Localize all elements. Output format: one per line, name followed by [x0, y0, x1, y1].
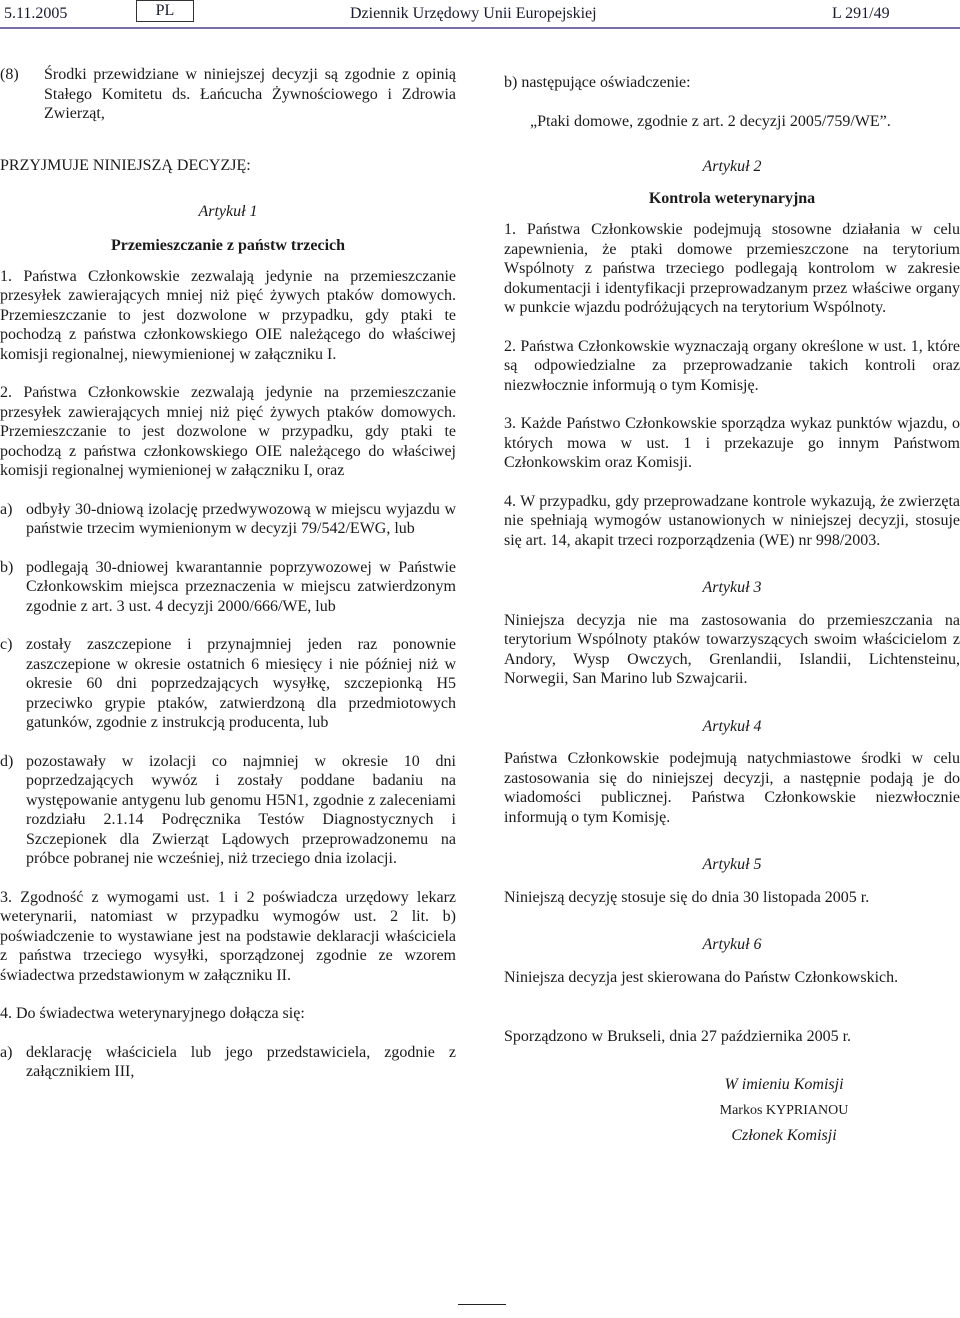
article-6-title: Artykuł 6 [702, 936, 762, 953]
recital-8 [0, 65, 456, 124]
item-text: podlegają 30-dniowej kwarantannie poprzywozowej w Państwie Członkowskim miejsca przeznaczenia w miejscu zatwierdzonym zgodnie z art. 3 ust. 4 decyzji 2000/666/WE, lub [26, 558, 456, 615]
list-item-b [0, 558, 456, 617]
page-reference: L 291/49 [832, 5, 890, 22]
article-2-para-2: 2. Państwa Członkowskie wyznaczają organy określone w ust. 1, które są odpowiedzialne za przeprowadzanie takich kontroli oraz niezwłocznie informują o tym Komisję. [504, 337, 960, 394]
article-1-heading: Przemieszczanie z państw trzecich [110, 237, 346, 254]
signature-name: Markos KYPRIANOU [719, 1103, 849, 1118]
article-2-para-4: 4. W przypadku, gdy przeprowadzane kontrole wykazują, że zwierzęta nie spełniają wymogów ustanowionych w niniejszej decyzji, stosuje się art. 14, akapit trzeci rozporządzenia (WE) nr 998/2003. [504, 492, 960, 549]
right-column [504, 73, 960, 1145]
article-3-text: Niniejsza decyzja nie ma zastosowania do przemieszczania na terytorium Wspólnoty ptaków towarzyszących swoim właścicielom z Andory, Wysp Owczych, Grenlandii, Islandii, Lichtensteinu, Norwegii, San Marino lub Szwajcarii. [504, 611, 960, 687]
article-1-para-2: 2. Państwa Członkowskie zezwalają jedynie na przemieszczanie przesyłek zawierających mniej niż pięć żywych ptaków domowych. Przemieszczanie to jest dozwolone w przypadku, gdy ptaki te pochodzą z państwa członkowskiego OIE należącego do właściwej komisji regionalnej wymienionej w załączniku I, oraz [0, 384, 456, 479]
item-text: pozostawały w izolacji co najmniej w okresie 10 dni poprzedzających wywóz i zostały poddane badaniu na występowanie antygenu lub genomu H5N1, zgodnie z zaleceniami rozdziału 2.1.14 Podręcznika Testów Diagnostycznych i Szczepionek dla Zwierząt Lądowych przeprowadzonemu na próbce pobranej nie wcześniej, niż trzeciego dnia izolacji. [26, 752, 456, 867]
article-5-text: Niniejszą decyzję stosuje się do dnia 30 listopada 2005 r. [504, 888, 870, 906]
item-b-quote: „Ptaki domowe, zgodnie z art. 2 decyzji 2005/759/WE”. [530, 112, 891, 130]
article-1-para-4: 4. Do świadectwa weterynaryjnego dołącza się: [0, 1005, 305, 1022]
item-label: c) [0, 636, 13, 653]
signature-behalf: W imieniu Komisji [724, 1075, 844, 1093]
header-date: 5.11.2005 [4, 5, 68, 22]
journal-title: Dziennik Urzędowy Unii Europejskiej [350, 5, 597, 22]
header-rule [0, 27, 960, 29]
article-1-para-1: 1. Państwa Członkowskie zezwalają jedynie na przemieszczanie przesyłek zawierających mniej niż pięć żywych ptaków domowych. Przemieszczanie to jest dozwolone w przypadku, gdy ptaki te pochodzą z państwa członkowskiego OIE należącego do właściwej komisji regionalnej, niewymienionej w załączniku I. [0, 267, 456, 363]
signature-block [684, 1075, 884, 1146]
item-b-intro: b) następujące oświadczenie: [504, 74, 691, 91]
article-2-para-1: 1. Państwa Członkowskie podejmują stosowne działania w celu zapewnienia, że ptaki domowe przemieszczone na terytorium Wspólnoty z państwa trzeciego podlegają kontrolom w zakresie dokumentacji i identyfikacji przeprowadzanym przez właściwe organy w punkcie wjazdu podróżujących na terytorium Wspólnoty. [504, 221, 960, 316]
done-at: Sporządzono w Brukseli, dnia 27 października 2005 r. [504, 1028, 852, 1045]
list-item-c [0, 635, 456, 733]
article-4-title: Artykuł 4 [702, 717, 762, 735]
item-text: deklarację właściciela lub jego przedstawiciela, zgodnie z załącznikiem III, [26, 1043, 456, 1080]
list-item-a [0, 500, 456, 539]
adopts-line: PRZYJMUJE NINIEJSZĄ DECYZJĘ: [0, 157, 251, 174]
footer-rule [458, 1304, 506, 1305]
article-2-title: Artykuł 2 [702, 158, 762, 175]
article-2-para-3: 3. Każde Państwo Członkowskie sporządza wykaz punktów wjazdu, o których mowa w ust. 1 i przekazuje go innym Państwom Członkowskim oraz Komisji. [504, 415, 960, 471]
item-label: a) [0, 500, 13, 518]
recital-number: (8) [0, 66, 19, 83]
item-label: b) [0, 558, 14, 576]
recital-text: Środki przewidziane w niniejszej decyzji są zgodnie z opinią Stałego Komitetu ds. Łańcucha Żywnościowego i Zdrowia Zwierząt, [44, 66, 456, 122]
list-item-d [0, 752, 456, 869]
article-1-para-3: 3. Zgodność z wymogami ust. 1 i 2 poświadcza urzędowy lekarz weterynarii, natomiast w przypadku wymogów ust. 2 lit. b) poświadczenie to wystawiane jest na podstawie deklaracji właściciela z państwa trzeciego wysyłki, sporządzonej zgodnie ze wzorem świadectwa przedstawionym w załączniku II. [0, 888, 456, 984]
article-4-text: Państwa Członkowskie podejmują natychmiastowe środki w celu zastosowania się do niniejszej decyzji, a następnie podają je do wiadomości publicznej. Państwa Członkowskie niezwłocznie informują o tym Komisję. [504, 750, 960, 826]
signature-role: Członek Komisji [731, 1126, 837, 1144]
language-badge: PL [136, 0, 194, 22]
item-label: d) [0, 752, 14, 770]
article-2-heading: Kontrola weterynaryjna [648, 189, 816, 207]
article-5-title: Artykuł 5 [702, 856, 762, 873]
item-text: zostały zaszczepione i przynajmniej jeden raz ponownie zaszczepione w okresie ostatnich 6 miesięcy i nie później niż w okresie 60 dni poprzedzających wysyłkę, szczepionką H5 przeciwko grypie ptaków, zatwierdzoną dla przedmiotowych gatunków, zgodnie z instrukcją producenta, lub [26, 636, 456, 731]
article-1-title: Artykuł 1 [198, 202, 258, 220]
article-3-title: Artykuł 3 [702, 579, 762, 596]
left-column [0, 65, 456, 1082]
para-4-item-a [0, 1043, 456, 1082]
item-label: a) [0, 1043, 13, 1061]
item-text: odbyły 30-dniową izolację przedwywozową w miejscu wyjazdu w państwie trzecim wymienionym w decyzji 79/542/EWG, lub [26, 500, 456, 537]
article-6-text: Niniejsza decyzja jest skierowana do Państw Członkowskich. [504, 968, 899, 986]
